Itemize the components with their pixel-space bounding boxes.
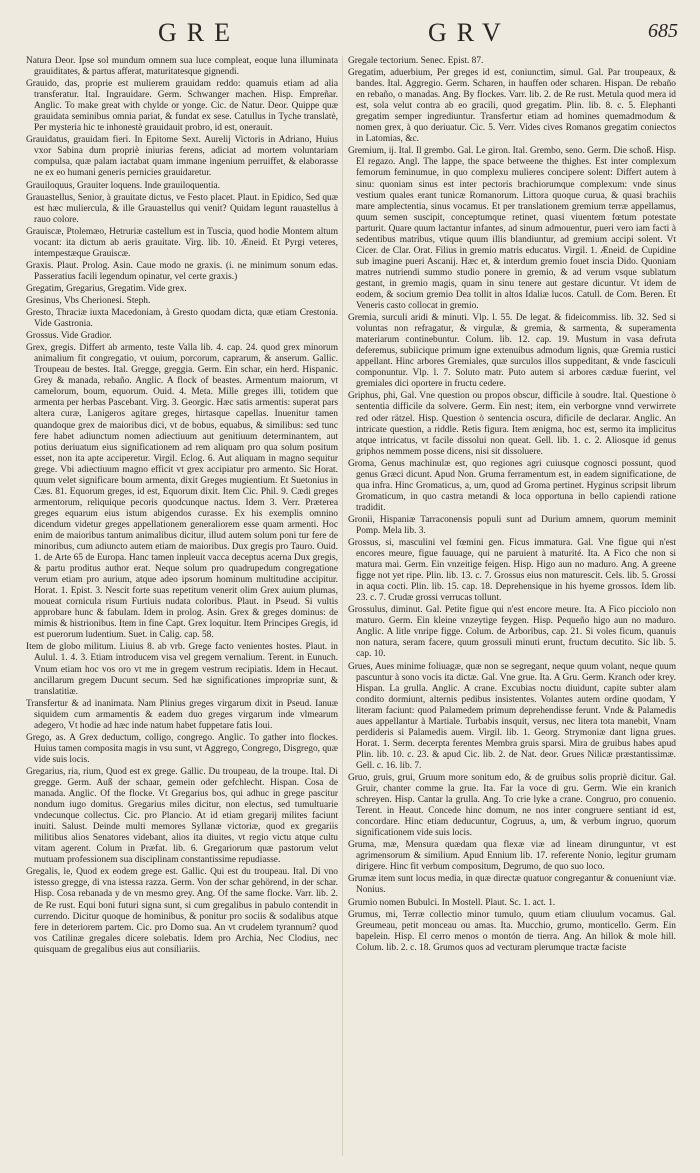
dictionary-entry: Natura Deor. Ipse sol mundum omnem sua luce compleat, eoque luna illuminata grauiditates, & partus afferat, maturitatesque gignendi.	[26, 56, 338, 78]
dictionary-entry: Grossus. Vide Gradior.	[26, 331, 112, 342]
dictionary-entry: Gruo, gruis, grui, Gruum more sonitum edo, & de gruibus solis propriè dicitur. Gal. Gruir, chanter comme la grue. Ita. Far la voce di gru. Germ. Wie ein kranich schreyen. Hisp. Cantar la grulla. Ang. To crie lyke a crane. Congruo, pro conuenio. Terent. in Heaut. Concede hinc domum, ne nos inter congruere sentiant id est, concordare. Hinc etiam deducuntur, Cogruus, a, um, & verbum ingruo, quorum significationem vide suis locis.	[348, 773, 676, 839]
dictionary-entry: Grauastellus, Senior, à grauitate dictus, ve Festo placet. Plaut. in Epidico, Sed quæ est hæc muliercula, & ille Grauastellus qui venit? Quidam legunt rauastellus à rauo colore.	[26, 192, 338, 225]
dictionary-entry: Groma, Genus machinulæ est, quo regiones agri cuiusque cognosci possunt, quod genus Græci dicunt. Apud Non. Gruma ferramentum est, in eadem significatione, de qua infra. Hinc Gromaticus, a, um, quod ad Groma pertinet. Hyginus scripsit librum Gromaticum, in quo castra metandi & loca opportuna in bello capiendi ratione tradidit.	[348, 458, 676, 513]
dictionary-entry: Transfertur & ad inanimata. Nam Plinius greges virgarum dixit in Pseud. Ianuæ siquidem cum armamentis & eadem duo greges virgarum inde vlmearum adegero, Vt hodie ad hæc inde natum habet fuppetare fatis Ioui.	[26, 698, 338, 731]
dictionary-entry: Gregarius, ria, rium, Quod est ex grege. Gallic. Du troupeau, de la troupe. Ital. Di gregge. Germ. Auß der schaar, gemein oder gefchlecht. Hispan. Cosa de manada. Anglic. Of the flocke. Vt Gregarius bos, qui adhuc in grege pascitur nondum iugo domitus. Gregarius miles dicitur, non electus, sed tumultuarie vndecunque collectus. Cic. pro Plancio. At id etiam gregarij milites faciunt inuiti. Salust. Deinde multi memores Syllanæ victoriæ, quod ex gregariis militibus alios Senatores videbant, alios ita diuites, vt regio victu atque cultu vitam agerent. Colum in Præfat. lib. 6. Gregariorum quæ pastorum velut mutuam professionem sua disciplinam constantissime repudiasse.	[26, 766, 338, 866]
dictionary-entry: Grego, as. A Grex deductum, colligo, congrego. Anglic. To gather into flockes. Huius tamen composita magis in vsu sunt, vt Aggrego, Congrego, Disgrego, quæ vide suis locis.	[26, 732, 338, 765]
dictionary-entry: Item de globo militum. Liuius 8. ab vrb. Grege facto venientes hostes. Plaut. in Aulul. 1. 4. 3. Etiam introducem visa vel gregem vernalium. Terent. in Eunuch. Vnum etiam hoc vos oro vt me in gregem vestrum recipiatis. Idem in Hecaut. ancillarum gregem Ducunt secum. Sed hæ significationes impropriæ sunt, & translatitiæ.	[26, 642, 338, 697]
dictionary-entry: Grauiloquus, Grauiter loquens. Inde grauiloquentia.	[26, 180, 220, 191]
dictionary-entry: Gronii, Hispaniæ Tarraconensis populi sunt ad Durium amnem, quorum meminit Pomp. Mela lib. 3.	[348, 514, 676, 536]
dictionary-entry: Gregatim, aduerbium, Per greges id est, coniunctim, simul. Gal. Par troupeaux, & bandes. Ital. Aggregio. Germ. Scharen, in hauffen oder scharen. Hispan. De rebaño en rebaño, o manadas. Ang. By flockes. Varr. lib. 2. de Re rust. Metula quod mera id est, sola velut contra ab eo gracili, quod gregatim. Plin. lib. 8. c. 5. Elephanti gregatim semper ingrediuntur. Transfertur etiam ad homines quemadmodum & nomen grex, à quo deriuatur. Cic. 5. Verr. Vides cives Romanos gregatim coniectos in Latomias, &c.	[348, 68, 676, 145]
dictionary-entry: Grauido, das, proprie est mulierem grauidam reddo: quamuis etiam ad alia transferatur. Ital. Ingrauidare. Germ. Schwanger machen. Hisp. Empreñar. Anglic. To make great with chylde or yonge. Cic. de Natur. Deor. Quippe quæ grauidata seminibus omnia pariat, & fundat ex sese. Catullus in Tyche translatè, Per mysteria hic te inhonestè grauidauit probro, id est, onerauit.	[26, 79, 338, 134]
page-number: 685	[648, 20, 678, 42]
dictionary-entry: Grumus, mi, Terræ collectio minor tumulo, quum etiam cliuulum vocamus. Gal. Greumeau, petit monceau ou amas. Ita. Mucchio, grumo, monticello. Germ. Ein bapelein. Hisp. El cerro menos o montón de tierra. Ang. An hillok & mole hill. Colum. lib. 2. c. 18. Grumos quos ad vecturam plerumque tractæ faciste	[348, 909, 676, 953]
dictionary-entry: Grossus, si, masculini vel fœmini gen. Ficus immatura. Gal. Vne figue qui n'est encores meure, figue fauuage, qui ne paruient à maturité. Ita. A Fico che non si matura mai. Germ. Ein vnzeitige feigen. Hisp. Higo aun no maduro. Ang. A greene figge not yet ripe. Plin. lib. 13. c. 7. Grossus eius non maturescit. Cels. lib. 5. Grossi in aqua cocti. Plin. lib. 15. cap. 18. Deprehensique in his hyeme grossos. Idem lib. 23. c. 7. Crudæ grossi verrucas tollunt.	[348, 538, 676, 604]
left-running-head: GRE	[158, 18, 240, 47]
dictionary-entry: Grauiscæ, Ptolemæo, Hetruriæ castellum est in Tuscia, quod hodie Montem altum vocant: ita dictum ab aeris grauitate. Virg. lib. 10. Æneid. Et Pyrgi veteres, intempestæque Grauiscæ.	[26, 226, 338, 259]
dictionary-entry: Grauidatus, grauidam fieri. In Epitome Sext. Aurelij Victoris in Adriano, Huius vxor Sabina dum propriè iniurias ferens, adiciat ad mortem voluntariam compulsa, quæ palam iactabat quam immane ingenium perruiffet, & elaborasse ne ex eo humani generis pernicies grauidaretur.	[26, 135, 338, 179]
dictionary-entry: Gremium, ij. Ital. Il grembo. Gal. Le giron. Ital. Grembo, seno. Germ. Die schoß. Hisp. El regazo. Angl. The lappe, the space betweene the thighes. Est inter complexum femorum feminumue, in quo complexu mulieres concipere solent: Differt autem à sinu: quoniam sinus est inter pectoris brachiorumque complexum: vnde sinus vestium quales erant tunicæ Romanorum. Littora quoque curua, & quasi brachiis mare amplectentia, sinus vocamus. Et per translationem gremium terræ appellamus, quum semen suscipit, conceptumque retinet, quasi viuentem fœtum potestate parturit. Quare quum lactantur infantes, ad sinum admouentur, pueri vero iam facti à sedentibus matribus, vtique quum illis blandiuntur, ad gremium accipi solent. Vt Cicer. de Clar. Orat. Filius in gremio matris educatus. Virgil. 1. Æneid. de Cupidine sub imagine pueri Ascanij. Hæc et, & interdum gremio fouet inscia Dido. Quoniam matres nutriendi summo studio ponere in gremio, & ad verum vsque sublatum gestant, in gremio magis, quam in sinu tenere aut gestare dicuntur. Vt idem de eodem, & socium gremio Dea tollit in altos Idaliæ lucos. Catull. de Com. Beren. Et Veneris casto collocat in gremio.	[348, 146, 676, 312]
column-divider	[342, 56, 343, 1156]
dictionary-entry: Gruma, mæ, Mensura quædam qua flexæ viæ ad lineam dirunguntur, vt est agrimensorum & similium. Apud Ennium lib. 17. referente Nonio, legitur grumam dirigere. Hinc fit verbum compositum, Degrumo, de quo suo loco.	[348, 840, 676, 873]
dictionary-entry: Grossulus, diminut. Gal. Petite figue qui n'est encore meure. Ita. A Fico picciolo non maturo. Germ. Ein kleine vnzeytige feygen. Hisp. Pequeño higo aun no maduro. Anglic. A litle vnripe figge. Colum. de Arboribus, cap. 21. Si voles ficum, quanuis non natura, seram facere, quum grossuli minuti erunt, fructum decutito. Sic lib. 5. cap. 10.	[348, 605, 676, 660]
left-column	[26, 56, 338, 1161]
dictionary-entry: Griphus, phi, Gal. Vne question ou propos obscur, difficile à soudre. Ital. Questione ò sententia difficile da solvere. Germ. Ein nest; item, ein verborgne vnnd verwirrete red oder rätzel. Hisp. Question ò sentencia oscura, dificile de declarar. Anglic. An intricate question, a riddle. Retis figura. Item ænigma, hoc est, sermo ita implicitus atque intricatus, vt facile dissolui non queat. Gell. lib. 1. c. 2. Aliosque id genus griphos nemmem posse dicens, nisi sit dissoluere.	[348, 391, 676, 457]
dictionary-entry: Gresto, Thraciæ iuxta Macedoniam, à Gresto quodam dicta, quæ etiam Crestonia. Vide Gastronia.	[26, 308, 338, 330]
dictionary-entry: Grumæ item sunt locus media, in quæ directæ quatuor congregantur & conueniunt viæ. Nonius.	[348, 874, 676, 896]
right-running-head: GRV	[428, 18, 511, 47]
dictionary-entry: Grues, Aues minime foliuagæ, quæ non se segregant, neque quum volant, neque quum pascuntur à sono vocis ita dictæ. Gal. Vne grue. Ita. A Gru. Germ. Kranch oder krey. Hispan. La grulla. Anglic. A crane. Excubias noctu diuidunt, capite subter alam condito dormiunt, alternis pedibus insistentes. Volantes autem ordine quodam, Y literam faciunt: quod Palamedem primum deprehendisse ferunt. Vnde & Palamedis aues appellantur à Martiale. Turbabis insquit, versus, nec litera tota manebit, Vnam perdideris si Palamedis auem. Virgil. lib. 1. Georg. Strymoniæ dant ligna grues. Horat. 1. Serm. decerpta ferentes Membra gruis sparsi. Mira de gruibus habes apud Plin. lib. 10. c. 23. & apud Cic. lib. 2. de Nat. deor. Grues Nilicæ præstantissimæ. Gell. c. 16. lib. 7.	[348, 661, 676, 771]
dictionary-entry: Gresinus, Vbs Cherionesi. Steph.	[26, 295, 151, 306]
dictionary-entry: Gregale tectorium. Senec. Epist. 87.	[348, 56, 484, 66]
dictionary-entry: Grumio nomen Bubulci. In Mostell. Plaut. Sc. 1. act. 1.	[348, 897, 556, 908]
dictionary-entry: Gregalis, le, Quod ex eodem grege est. Gallic. Qui est du troupeau. Ital. Di vno istesso gregge, di vna istessa razza. Germ. Von der schar gehörend, in der schar. Hisp. Cosa rebanada y de vn mesmo grey. Ang. Of the same flocke. Varr. lib. 2. de Re rust. Equi boni futuri signa sunt, si cum gregalibus in pabulo contendit in currendo. Dicitur quoque de hominibus, & ponitur pro sociis & sodalibus atque fere in deteriorem partem. Cic. pro Domo sua. An vt crudelem tyrannum? quod vos Catilinæ gregales dicere solebatis. Idem pro Archia, Nec Clodius, nec quisquam de gregalibus eius aut consiliariis.	[26, 867, 338, 955]
running-header	[28, 14, 678, 48]
right-column	[348, 56, 676, 1161]
dictionary-entry: Grex, gregis. Differt ab armento, teste Valla lib. 4. cap. 24. quod grex minorum animalium fit congregatio, vt ouium, porcorum, caprarum, & anserum. Gallic. Troupeau de bestes. Ital. Gregge, greggia. Germ. Ein schar, ein herd. Hispanic. Grey & manada, rebaño. Anglic. A flock of beastes. Armentum maiorum, vt camelorum, boum, equorum. Ouid. 4. Meta. Mille greges illi, totidem que armenta per herbas Pascebant. Virg. 3. Georgic. Hæc satis armentis: superat pars altera curæ, Lanigeros agitare greges, hirtasque capellas. Inuenitur tamen quandoque grex de maioribus dici, vt de bobus, equabus, & similibus: sed tunc fere habet adiunctum nomen adiectiuum aut genitiuum determinantem, aut potius deriuatum eius significationem ad rem aliquam pro qua solum positum esset, non ita apte acciperetur. Virgil. Eclog. 6. Aut aliquam in magno sequitur grege. Vbi adiectiuum magno efficit vt grex accipiatur pro armento. Sic Horat. quum velet significare boum armenta, dixit Greges mugientium. Et Suetonius in Cæs. 81. Equorum greges, id est, Equorum dixit. Item Cic. Phil. 9. Cædi greges armentorum, reliquique pecoris quodcunque nactus. Idem 3. Verr. Præterea greges equarum eius istum abigendos curasse. Ex his exemplis omnino dicendum videtur greges appellationem generaliorem esse quam armenti. Hoc enim de maioribus tantum animalibus dicitur, illud autem solum poni tur fere de minoribus, cum adiuncto autem etiam de maioribus. Dux gregis pro Tauro. Ouid. 1. de Arte 65 de Europa. Hanc tamen inpleuit vacca deceptus acerna Dux gregis, & partu proditus author erat. Neque solum pro quadrupedum congregatione verum etiam pro aurium, atque adeo ipsorum hominum multitudine accipitur. Horat. 1. Epist. 3. Nescit forte suas repetitum venerit olim Grex auium plumas, moueat cornicula risum Furtiuis nudata coloribus. Plaut. in Pseud. Si vultis approbare hunc & fabulam. Idem in prolog. Asin. Grex & greges dominus: de mimis & histrionibus. Item in fine Capt. Grex loquitur. Item Principes Gregis, id est puerorum ludentium. Suet. in Calig. cap. 58.	[26, 343, 338, 641]
dictionary-entry: Graxis. Plaut. Prolog. Asin. Caue modo ne graxis. (i. ne minimum sonum edas. Passeratius facili legendum opinatur, vel certe graxis.)	[26, 260, 338, 282]
dictionary-entry: Gremia, surculi aridi & minuti. Vlp. l. 55. De legat. & fideicommiss. lib. 32. Sed si voluntas non refragatur, & virgulæ, & gremia, & sarmenta, & superamenta materiarum continebuntur. Colum. lib. 12. cap. 19. Mustum in vasa defruta deferemus, subiicique primum igne extenuibus admodum lignis, quæ Gremia rustici appellant. Hinc arbores Gremiales, quæ surculos illos suppeditant, & vnde fasciculi componuntur. Vlp. l. 7. Soluto matr. Puto autem si arbores cæduæ fuerint, vel gremiales dici oportere in fructu cedere.	[348, 313, 676, 390]
dictionary-entry: Gregatim, Gregarius, Gregatim. Vide grex.	[26, 283, 187, 294]
